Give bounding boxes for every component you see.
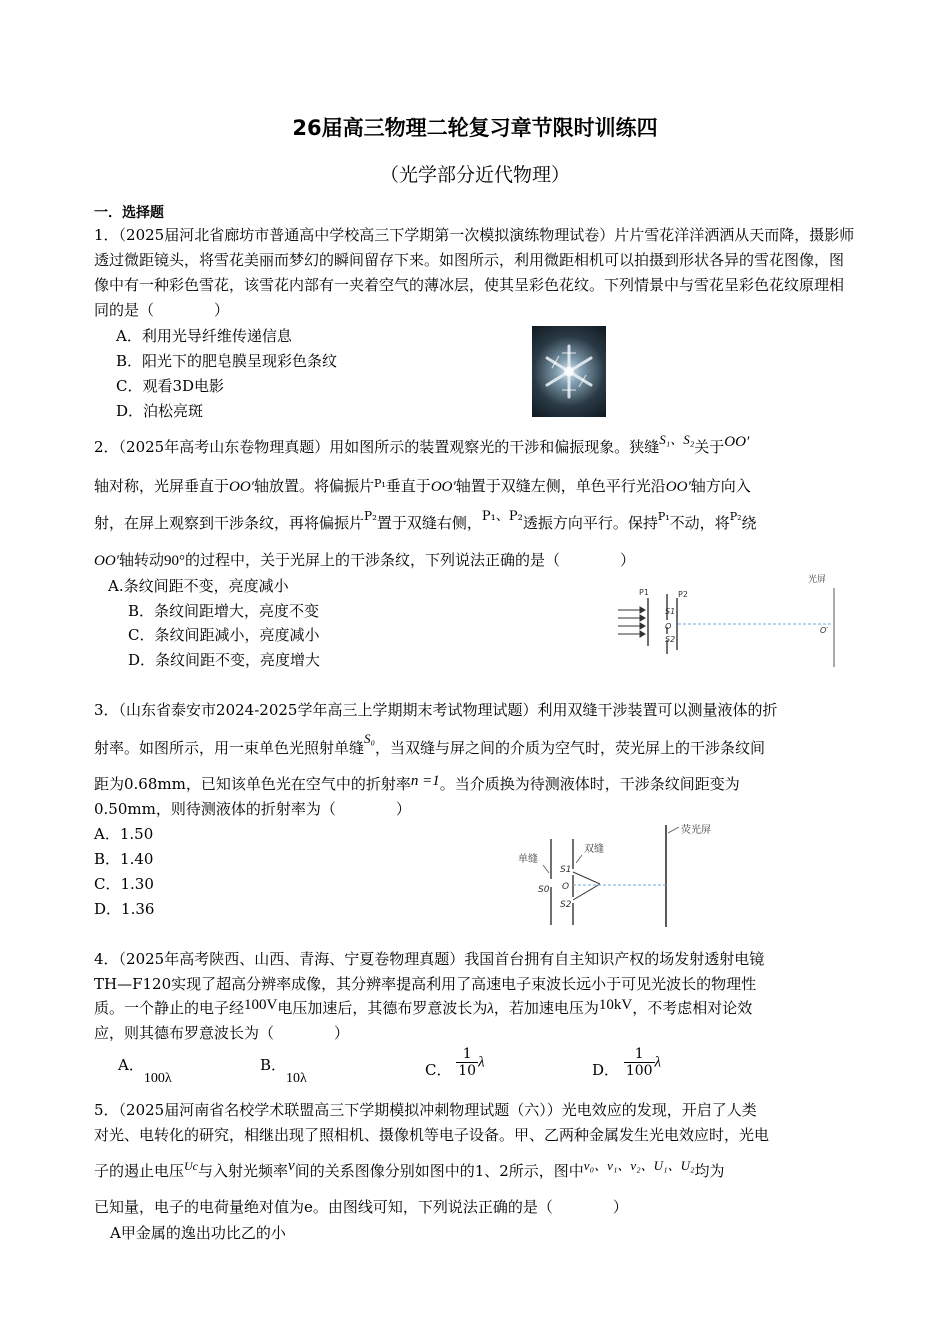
fig2-s2-label: S2 — [665, 635, 676, 644]
question-2-line-3: 射，在屏上观察到干涉条纹，再将偏振片$^{P_2}$置于双缝右侧，P₁、P₂透振方向平行。保持$^{P_1}$不动，将$^{P_2}$绕 — [94, 509, 757, 532]
question-3-line-3: 距为0.68mm，已知该单色光在空气中的折射率n =1。当介质换为待测液体时，干涉条纹间距变为 — [94, 773, 740, 793]
fraction-one-hundredth: $\frac{1}{100}$ — [625, 1046, 653, 1079]
question-4-line-4: 应，则其德布罗意波长为（ ） — [94, 1024, 350, 1042]
question-4-option-a: A．100λ — [118, 1056, 172, 1086]
question-2-option-b: B．条纹间距增大，亮度不变 — [128, 602, 320, 620]
question-2-option-d: D．条纹间距不变，亮度增大 — [128, 651, 321, 669]
double-slit-diagram — [516, 821, 746, 929]
question-2-line-1: 2．（2025年高考山东卷物理真题）用如图所示的装置观察光的干涉和偏振现象。狭缝S₁、S₂关于OO′ — [94, 432, 750, 456]
page-subtitle: （光学部分近代物理） — [379, 164, 570, 186]
question-5-line-3: 子的遏止电压$^{Uc}$与入射光频率ν间的关系图像分别如图中的1、2所示，图中ν₀、ν₁、ν₂、U₁、U₂均为 — [94, 1158, 725, 1180]
question-3-line-1: 3．（山东省泰安市2024-2025学年高三上学期期末考试物理试题）利用双缝干涉装置可以测量液体的折 — [94, 701, 778, 719]
question-2-option-a: A.条纹间距不变，亮度减小 — [108, 577, 289, 595]
fig2-o-label: O — [665, 622, 672, 631]
math-10kv: 10kV — [598, 997, 633, 1013]
question-3-option-b: B．1.40 — [94, 850, 154, 868]
question-1-option-c: C．观看3D电影 — [116, 377, 225, 395]
question-4-line-1: 4．（2025年高考陕西、山西、青海、宁夏卷物理真题）我国首台拥有自主知识产权的场发射透射电镜 — [94, 950, 765, 968]
fraction-one-tenth: $\frac{1}{10}$ — [458, 1046, 477, 1079]
question-3-option-c: C．1.30 — [94, 875, 154, 893]
page-title: 26届高三物理二轮复习章节限时训练四 — [292, 116, 658, 140]
question-4-option-b: B．10λ — [260, 1056, 307, 1086]
question-4-line-2: TH—F120实现了超高分辨率成像，其分辨率提高利用了高速电子束波长远小于可见光波长的物理性 — [94, 975, 757, 993]
math-s1-s2: S₁、S₂ — [659, 432, 695, 447]
question-1-option-d: D．泊松亮斑 — [116, 402, 204, 420]
math-100v: 100V — [244, 997, 278, 1013]
math-nu: ν — [288, 1158, 295, 1174]
section-heading: 一．选择题 — [94, 205, 164, 221]
question-1-option-b: B．阳光下的肥皂膜呈现彩色条纹 — [116, 352, 338, 370]
fig2-s1-label: S1 — [665, 607, 676, 616]
question-5-line-2: 对光、电转化的研究，相继出现了照相机、摄像机等电子设备。甲、乙两种金属发生光电效应时，光电 — [94, 1126, 770, 1144]
question-2-option-c: C．条纹间距减小，亮度减小 — [128, 626, 320, 644]
fig3-single-slit-label: 单缝 — [518, 854, 538, 865]
fig2-p1-label: P1 — [639, 588, 649, 597]
question-4-option-c: C． $\frac{1}{10}$ λ — [425, 1046, 485, 1079]
fig3-s1-label: S1 — [560, 865, 572, 875]
question-2-line-4: OO′轴转动90°的过程中，关于光屏上的干涉条纹，下列说法正确的是（ ） — [94, 551, 635, 569]
question-2-line-2: 轴对称，光屏垂直于OO′轴放置。将偏振片$^{P_1}$垂直于OO′轴置于双缝左侧，单色平行光沿OO′轴方向入 — [94, 477, 751, 495]
polarizer-diagram — [612, 572, 838, 668]
math-uc: Uc — [184, 1159, 199, 1173]
question-4-line-3: 质。一个静止的电子经100V电压加速后，其德布罗意波长为λ，若加速电压为10kV，不考虑相对论效 — [94, 997, 753, 1017]
snowflake-icon — [532, 326, 606, 417]
fig3-o-label: O — [562, 882, 570, 892]
fig2-p2-label: P2 — [678, 590, 688, 599]
fig2-screen-label: 光屏 — [808, 575, 827, 585]
fig3-s0-label: S0 — [538, 885, 550, 895]
fig2-o-prime-label: O′ — [820, 626, 829, 635]
question-1-text: 1．（2025届河北省廊坊市普通高中学校高三下学期第一次模拟演练物理试卷）片片雪花洋洋洒洒从天而降，摄影师透过微距镜头，将雪花美丽而梦幻的瞬间留存下来。如图所示，利用微距相机可以拍摄到形状各异的雪花图像，图像中有一种彩色雪花，该雪花内部有一夹着空气的薄冰层，使其呈彩色花纹。下列情景中与雪花呈彩色花纹原理相同的是（ ） — [94, 226, 855, 319]
question-4-option-d: D． $\frac{1}{100}$ λ — [592, 1046, 662, 1079]
question-3-line-2: 射率。如图所示，用一束单色光照射单缝S₀，当双缝与屏之间的介质为空气时，荧光屏上的干涉条纹间 — [94, 731, 766, 757]
snowflake-photo — [532, 326, 606, 417]
math-oo-axis: OO′ — [724, 434, 750, 450]
fig3-screen-label: 荧光屏 — [681, 825, 711, 836]
math-s0: S₀ — [364, 731, 376, 746]
question-1-option-a: A．利用光导纤维传递信息 — [116, 327, 292, 345]
question-5-line-1: 5．（2025届河南省名校学术联盟高三下学期模拟冲刺物理试题（六））光电效应的发现，开启了人类 — [94, 1101, 757, 1119]
fig3-s2-label: S2 — [560, 900, 572, 910]
fig3-double-slit-label: 双缝 — [584, 844, 604, 855]
question-5-option-a: A甲金属的逸出功比乙的小 — [110, 1224, 286, 1242]
question-3-option-d: D．1.36 — [94, 900, 155, 918]
math-n-equals-1: n =1 — [410, 773, 440, 789]
math-lambda: λ — [487, 1001, 494, 1017]
question-3-line-4: 0.50mm，则待测液体的折射率为（ ） — [94, 800, 411, 818]
math-symbol-list: ν₀、ν₁、ν₂、U₁、U₂ — [583, 1158, 695, 1173]
question-5-line-4: 已知量，电子的电荷量绝对值为e。由图线可知，下列说法正确的是（ ） — [94, 1198, 628, 1216]
question-3-option-a: A．1.50 — [94, 825, 154, 843]
